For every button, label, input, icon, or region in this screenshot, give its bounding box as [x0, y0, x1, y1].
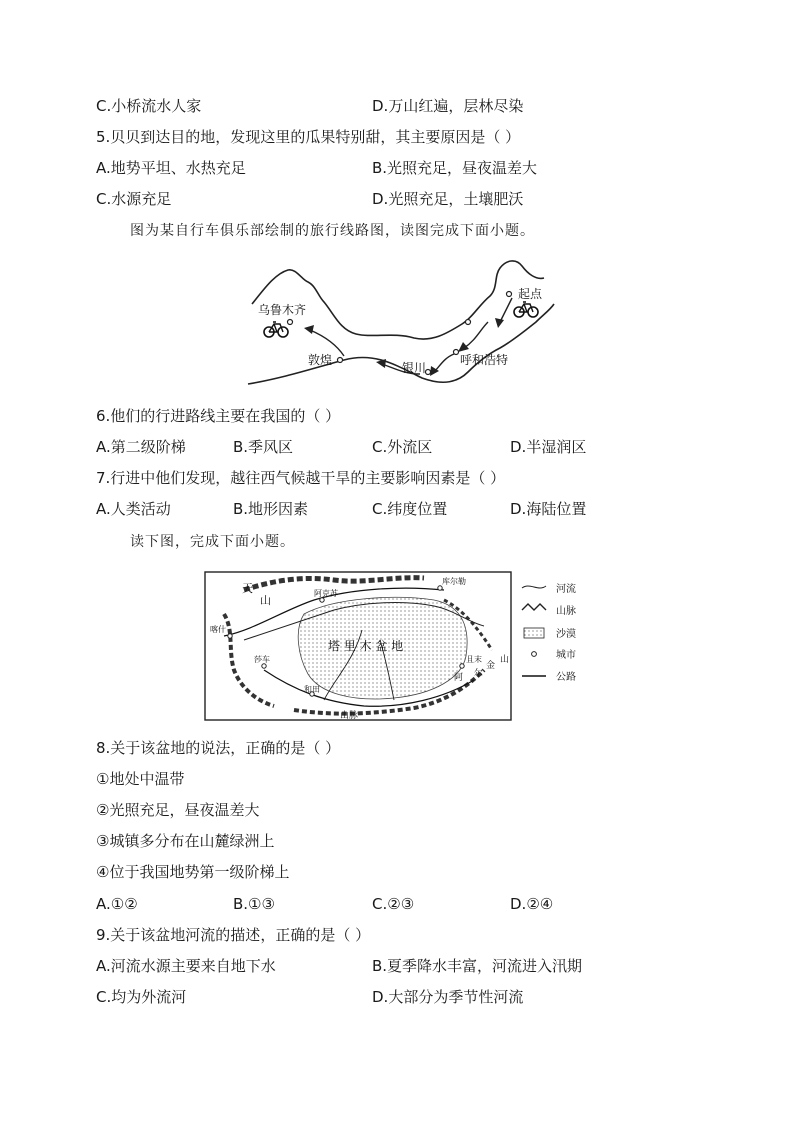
q8-stem: 8.关于该盆地的说法，正确的是（ ）	[96, 739, 341, 757]
label-arjin-a: 阿	[454, 673, 464, 683]
q6-option-d: D.半湿润区	[510, 438, 587, 456]
legend-mountain: 山脉	[556, 606, 576, 617]
q8-option-d: D.②④	[510, 895, 554, 913]
urumqi-dot	[288, 320, 293, 325]
q8-option-b: B.①③	[233, 895, 275, 913]
map-legend	[522, 582, 576, 683]
q9-option-b: B.夏季降水丰富，河流进入汛期	[372, 957, 583, 975]
q9-option-c: C.均为外流河	[96, 988, 187, 1006]
q7-stem: 7.行进中他们发现，越往西气候越干旱的主要影响因素是（ ）	[96, 469, 506, 487]
q5-stem: 5.贝贝到达目的地，发现这里的瓜果特别甜，其主要原因是（ ）	[96, 128, 521, 146]
q8-statement-4: ④位于我国地势第一级阶梯上	[96, 863, 290, 881]
q5-option-a: A.地势平坦、水热充足	[96, 159, 246, 177]
q5-option-b: B.光照充足，昼夜温差大	[372, 159, 538, 177]
legend-river: 河流	[556, 584, 576, 595]
q8-statement-3: ③城镇多分布在山麓绿洲上	[96, 832, 275, 850]
start-city-dot	[507, 292, 512, 297]
q9-option-a: A.河流水源主要来自地下水	[96, 957, 276, 975]
label-yinchuan: 银川	[402, 361, 427, 375]
label-arjin-j: 金	[486, 661, 496, 671]
city-dot	[466, 320, 471, 325]
q7-option-c: C.纬度位置	[372, 500, 448, 518]
route-map	[244, 252, 556, 392]
dunhuang-dot	[338, 358, 343, 363]
q9-option-d: D.大部分为季节性河流	[372, 988, 524, 1006]
label-start: 起点	[518, 287, 543, 301]
label-dunhuang: 敦煌	[308, 353, 333, 367]
bicycle-icon	[514, 302, 538, 317]
q6-option-b: B.季风区	[233, 438, 294, 456]
basin-map	[204, 570, 604, 724]
label-hotan: 和田	[304, 685, 320, 694]
q7-option-d: D.海陆位置	[510, 500, 587, 518]
label-aksu: 阿克苏	[314, 589, 338, 598]
q7-option-b: B.地形因素	[233, 500, 309, 518]
label-urumqi: 乌鲁木齐	[258, 303, 307, 317]
label-qiemo: 且末	[466, 655, 482, 664]
label-shan-right: 山	[500, 655, 510, 665]
label-korla: 库尔勒	[442, 577, 466, 586]
q7-option-a: A.人类活动	[96, 500, 171, 518]
q8-option-a: A.①②	[96, 895, 138, 913]
legend-road: 公路	[556, 672, 576, 683]
label-kashgar: 喀什	[210, 625, 226, 634]
legend-city: 城市	[556, 650, 576, 661]
q5-option-d: D.光照充足，土壤肥沃	[372, 190, 524, 208]
legend-desert: 沙漠	[556, 629, 576, 640]
label-shan-left: 山	[260, 594, 271, 607]
label-bottom: 山脉	[340, 711, 359, 721]
bicycle-icon	[264, 322, 288, 337]
q4-option-c: C.小桥流水人家	[96, 97, 202, 115]
basin-intro: 读下图，完成下面小题。	[130, 534, 295, 550]
q6-stem: 6.他们的行进路线主要在我国的（ ）	[96, 407, 341, 425]
label-arjin-e: 尔	[474, 669, 484, 679]
q6-option-a: A.第二级阶梯	[96, 438, 186, 456]
hohhot-dot	[454, 350, 459, 355]
q9-stem: 9.关于该盆地河流的描述，正确的是（ ）	[96, 926, 371, 944]
q8-option-c: C.②③	[372, 895, 415, 913]
q8-statement-2: ②光照充足，昼夜温差大	[96, 801, 260, 819]
label-hohhot: 呼和浩特	[460, 353, 509, 367]
q4-option-d: D.万山红遍，层林尽染	[372, 97, 524, 115]
label-basin: 塔 里 木 盆 地	[328, 639, 404, 653]
route-intro: 图为某自行车俱乐部绘制的旅行线路图，读图完成下面小题。	[130, 223, 535, 239]
q5-option-c: C.水源充足	[96, 190, 172, 208]
label-tian: 天	[242, 582, 253, 595]
label-shache: 莎车	[254, 655, 270, 664]
q6-option-c: C.外流区	[372, 438, 433, 456]
yinchuan-dot	[426, 370, 431, 375]
q8-statement-1: ①地处中温带	[96, 770, 185, 788]
